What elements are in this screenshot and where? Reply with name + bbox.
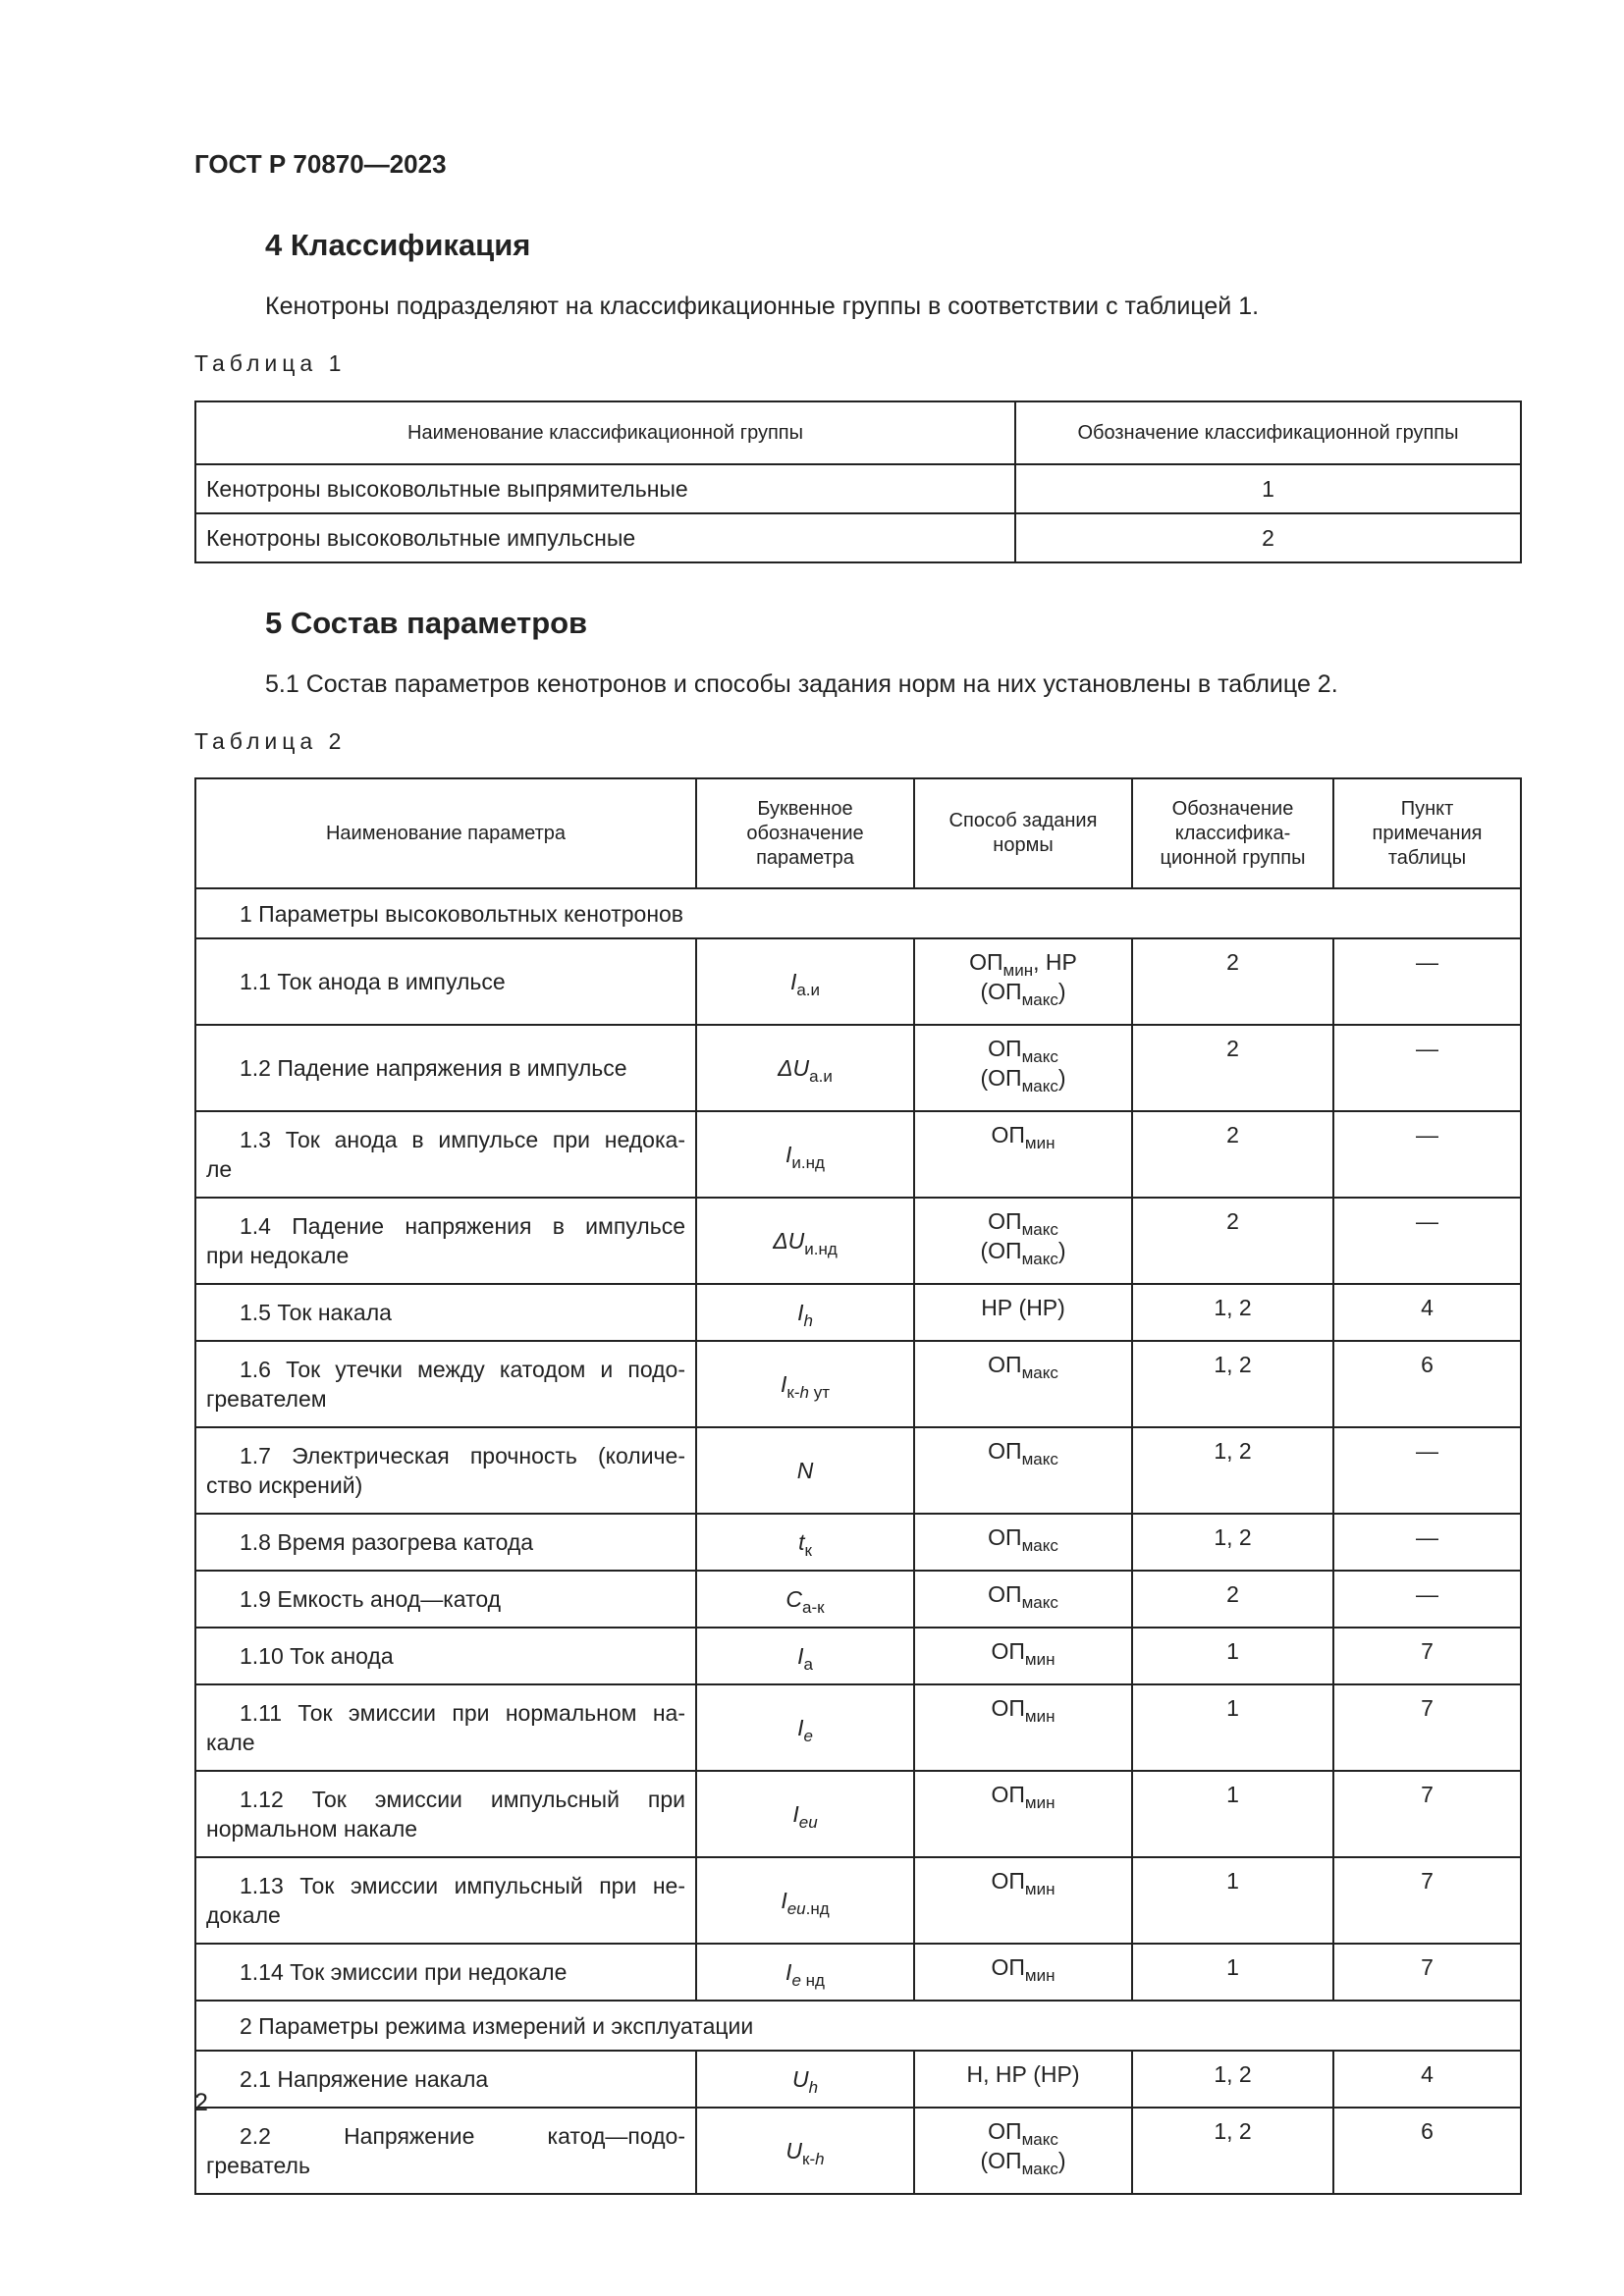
norm-method <box>914 1771 1132 1857</box>
table-note-ref: 7 <box>1333 1771 1521 1857</box>
norm-method <box>914 1514 1132 1571</box>
table-row <box>195 1111 1521 1198</box>
norm-method <box>914 1427 1132 1514</box>
subscript: и.нд <box>791 1153 825 1172</box>
method-line <box>925 1436 1121 1466</box>
text-segment: I <box>797 1643 804 1669</box>
parameter-symbol <box>696 1571 914 1628</box>
header-cell: Обозначение классифика-ционной группы <box>1132 778 1333 888</box>
classification-group: 2 <box>1132 938 1333 1025</box>
subscript: мин <box>1024 1134 1056 1152</box>
parameter-name <box>195 2051 696 2108</box>
subscript: макс <box>1021 1363 1058 1382</box>
section-4-text: Кенотроны подразделяют на классификационные группы в соответствии с таблицей 1. <box>265 293 1260 320</box>
name-line: 1.14 Ток эмиссии при недокале <box>240 1959 568 1985</box>
text-segment: ОП <box>988 1208 1022 1234</box>
text-segment: I <box>797 1715 804 1740</box>
text-segment: (ОП <box>980 1065 1022 1091</box>
text-segment: НР (НР) <box>981 1295 1065 1320</box>
norm-method <box>914 1857 1132 1944</box>
table-row <box>195 938 1521 1025</box>
table-note-ref: — <box>1333 938 1521 1025</box>
parameter-name <box>195 1025 696 1111</box>
norm-method <box>914 1571 1132 1628</box>
text-segment: ΔU <box>778 1055 810 1081</box>
method-line <box>925 947 1121 980</box>
table-row <box>195 1025 1521 1111</box>
name-line: греватель <box>206 2153 310 2178</box>
table-note-ref: 7 <box>1333 1684 1521 1771</box>
classification-group: 2 <box>1132 1025 1333 1111</box>
text-segment: ОП <box>969 949 1003 975</box>
classification-group: 1 <box>1132 1857 1333 1944</box>
name-line: ство искрений) <box>206 1472 363 1498</box>
table-note-ref: — <box>1333 1198 1521 1284</box>
method-line <box>925 2146 1121 2178</box>
parameter-symbol <box>696 1341 914 1427</box>
table-row <box>195 2051 1521 2108</box>
table-note-ref: 7 <box>1333 1628 1521 1684</box>
header-cell: Наименование параметра <box>195 778 696 888</box>
name-line: 1.13 Ток эмиссии импульсный при не- <box>240 1873 685 1898</box>
name-line: 1.4 Падение напряжения в импульсе <box>240 1213 685 1239</box>
table-note-ref: — <box>1333 1111 1521 1198</box>
table-note-ref: 6 <box>1333 1341 1521 1427</box>
name-line: при недокале <box>206 1243 350 1268</box>
text-segment: (ОП <box>980 1238 1022 1263</box>
classification-group: 1, 2 <box>1132 2051 1333 2108</box>
table-1 <box>194 400 1522 563</box>
text-segment: t <box>798 1529 805 1555</box>
method-line <box>925 1693 1121 1726</box>
parameter-symbol <box>696 1284 914 1341</box>
norm-method <box>914 1628 1132 1684</box>
name-line: 1.11 Ток эмиссии при нормальном на- <box>240 1700 685 1726</box>
parameter-name <box>195 1284 696 1341</box>
text-segment: ОП <box>988 2118 1022 2144</box>
header-cell: Обозначение классификационной группы <box>1015 401 1521 464</box>
parameter-symbol <box>696 2108 914 2194</box>
text-segment: ОП <box>991 1782 1025 1807</box>
subscript: мин <box>1024 1966 1056 1985</box>
table-row <box>195 1427 1521 1514</box>
classification-group: 1, 2 <box>1132 1427 1333 1514</box>
table-row <box>195 1341 1521 1427</box>
parameter-symbol <box>696 1628 914 1684</box>
name-line: 1.5 Ток накала <box>240 1300 392 1325</box>
table-row <box>195 2108 1521 2194</box>
norm-method <box>914 1944 1132 2001</box>
norm-method <box>914 2051 1132 2108</box>
table-note-ref: — <box>1333 1571 1521 1628</box>
classification-group: 1 <box>1132 1771 1333 1857</box>
method-line <box>925 1522 1121 1555</box>
group-heading: 1 Параметры высоковольтных кенотронов <box>195 888 1521 938</box>
text-segment: ОП <box>988 1581 1022 1607</box>
subscript: мин <box>1024 1707 1056 1726</box>
parameter-name <box>195 1684 696 1771</box>
parameter-symbol <box>696 2051 914 2108</box>
subscript: макс <box>1021 1220 1058 1239</box>
text-segment: ОП <box>988 1524 1022 1550</box>
name-line: 2.1 Напряжение накала <box>240 2066 489 2092</box>
section-5-title: 5 Состав параметров <box>265 606 588 640</box>
text-segment: (ОП <box>980 979 1022 1004</box>
subscript: а.и <box>796 981 821 999</box>
subscript: макс <box>1021 1536 1058 1555</box>
table-2 <box>194 777 1522 2195</box>
name-line: 1.7 Электрическая прочность (количе- <box>240 1443 685 1468</box>
parameter-symbol <box>696 1025 914 1111</box>
parameter-name <box>195 1944 696 2001</box>
norm-method <box>914 1111 1132 1198</box>
parameter-name <box>195 1514 696 1571</box>
parameter-symbol <box>696 1514 914 1571</box>
table-row <box>195 464 1521 513</box>
classification-group: 1 <box>1132 1684 1333 1771</box>
subscript: h <box>808 2078 819 2097</box>
header-cell: Способ задания нормы <box>914 778 1132 888</box>
name-line: гревателем <box>206 1386 327 1412</box>
classification-group: 2 <box>1132 1198 1333 1284</box>
name-line: 1.1 Ток анода в импульсе <box>240 969 506 994</box>
text-segment: I <box>785 1142 792 1167</box>
norm-method <box>914 938 1132 1025</box>
section-5-text: 5.1 Состав параметров кенотронов и способы задания норм на них установлены в таблице 2. <box>265 670 1338 698</box>
classification-group: 1, 2 <box>1132 1284 1333 1341</box>
table-note-ref: 7 <box>1333 1857 1521 1944</box>
text-segment: ) <box>1057 1065 1066 1091</box>
parameter-name <box>195 1571 696 1628</box>
table-note-ref: 4 <box>1333 2051 1521 2108</box>
classification-group: 1, 2 <box>1132 1514 1333 1571</box>
parameter-name <box>195 938 696 1025</box>
group-name: Кенотроны высоковольтные импульсные <box>195 513 1015 562</box>
name-line: 1.6 Ток утечки между катодом и подо- <box>240 1357 685 1382</box>
method-line <box>925 2116 1121 2149</box>
parameter-symbol <box>696 1944 914 2001</box>
classification-group: 1 <box>1132 1944 1333 2001</box>
text-segment: I <box>785 1959 792 1985</box>
subscript: h <box>803 1311 813 1330</box>
name-line: кале <box>206 1730 255 1755</box>
subscript: e <box>803 1727 813 1745</box>
table-row <box>195 1684 1521 1771</box>
subscript: eи <box>798 1813 818 1832</box>
subscript: мин <box>1024 1880 1056 1898</box>
method-line <box>925 1120 1121 1152</box>
subscript: макс <box>1021 990 1058 1009</box>
name-line: ле <box>206 1156 233 1182</box>
subscript: нд <box>800 1971 825 1990</box>
subscript: eи <box>786 1899 806 1918</box>
name-line: 1.8 Время разогрева катода <box>240 1529 534 1555</box>
method-line <box>925 1236 1121 1268</box>
table-row <box>195 1771 1521 1857</box>
norm-method <box>914 1198 1132 1284</box>
table-note-ref: 7 <box>1333 1944 1521 2001</box>
table-note-ref: — <box>1333 1427 1521 1514</box>
text-segment: I <box>781 1371 787 1397</box>
parameter-symbol <box>696 1684 914 1771</box>
subscript: .нд <box>805 1899 830 1918</box>
text-segment: U <box>785 2138 803 2163</box>
name-line: докале <box>206 1902 281 1928</box>
text-segment: , НР <box>1033 949 1077 975</box>
text-segment: I <box>797 1300 804 1325</box>
group-id: 1 <box>1015 464 1521 513</box>
table-2-caption: Таблица 2 <box>194 728 347 754</box>
subscript: к- <box>786 1383 800 1402</box>
subscript: макс <box>1021 2160 1058 2178</box>
classification-group: 2 <box>1132 1111 1333 1198</box>
text-segment: U <box>791 2066 809 2092</box>
table-row <box>195 888 1521 938</box>
subscript: а <box>803 1655 813 1674</box>
group-id: 2 <box>1015 513 1521 562</box>
text-segment: ) <box>1057 1238 1066 1263</box>
name-line: 1.3 Ток анода в импульсе при недока- <box>240 1127 685 1152</box>
table-1-caption: Таблица 1 <box>194 350 347 376</box>
subscript: e <box>791 1971 801 1990</box>
text-segment: (ОП <box>980 2148 1022 2173</box>
parameter-symbol <box>696 1427 914 1514</box>
text-segment: ОП <box>991 1954 1025 1980</box>
table-header-row <box>195 778 1521 888</box>
text-segment: ОП <box>988 1036 1022 1061</box>
subscript: и.нд <box>804 1240 838 1258</box>
parameter-name <box>195 1111 696 1198</box>
text-segment: ΔU <box>773 1228 805 1254</box>
name-line: 1.12 Ток эмиссии импульсный при <box>240 1787 685 1812</box>
method-line <box>925 1780 1121 1812</box>
table-note-ref: — <box>1333 1025 1521 1111</box>
subscript: а-к <box>802 1598 825 1617</box>
table-row <box>195 1857 1521 1944</box>
method-line <box>925 1206 1121 1239</box>
method-line <box>925 1063 1121 1093</box>
subscript: ут <box>808 1383 830 1402</box>
subscript: макс <box>1021 1047 1058 1066</box>
table-row <box>195 1198 1521 1284</box>
subscript: макс <box>1021 1593 1058 1612</box>
method-line <box>925 1866 1121 1896</box>
classification-group: 2 <box>1132 1571 1333 1628</box>
header-cell: Наименование классификационной группы <box>195 401 1015 464</box>
method-line <box>925 1034 1121 1066</box>
parameter-symbol <box>696 1771 914 1857</box>
subscript: к <box>804 1541 812 1560</box>
norm-method <box>914 1341 1132 1427</box>
text-segment: ОП <box>991 1868 1025 1894</box>
text-segment: C <box>785 1586 803 1612</box>
text-segment: ОП <box>991 1695 1025 1721</box>
table-header-row <box>195 401 1521 464</box>
subscript: макс <box>1021 1450 1058 1468</box>
subscript: мин <box>1024 1793 1056 1812</box>
parameter-symbol <box>696 938 914 1025</box>
group-heading: 2 Параметры режима измерений и эксплуатации <box>195 2001 1521 2051</box>
name-line: 1.9 Емкость анод—катод <box>240 1586 502 1612</box>
text-segment: ) <box>1057 2148 1066 2173</box>
parameter-name <box>195 2108 696 2194</box>
parameter-name <box>195 1857 696 1944</box>
table-row <box>195 1571 1521 1628</box>
section-4-title: 4 Классификация <box>265 228 531 262</box>
norm-method <box>914 1025 1132 1111</box>
subscript: h <box>799 1383 809 1402</box>
text-segment: I <box>781 1888 787 1913</box>
classification-group: 1, 2 <box>1132 1341 1333 1427</box>
subscript: макс <box>1021 1250 1058 1268</box>
method-line <box>925 977 1121 1009</box>
norm-method <box>914 2108 1132 2194</box>
parameter-name <box>195 1628 696 1684</box>
table-note-ref: 6 <box>1333 2108 1521 2194</box>
subscript: мин <box>1002 961 1034 980</box>
table-row <box>195 1628 1521 1684</box>
text-segment: I <box>789 969 797 994</box>
parameter-symbol <box>696 1111 914 1198</box>
norm-method <box>914 1684 1132 1771</box>
parameter-name <box>195 1198 696 1284</box>
table-row <box>195 513 1521 562</box>
parameter-symbol <box>696 1857 914 1944</box>
subscript: к- <box>802 2150 816 2168</box>
text-segment: ОП <box>991 1122 1025 1148</box>
classification-group: 1 <box>1132 1628 1333 1684</box>
method-line <box>925 1579 1121 1612</box>
page-number: 2 <box>194 2089 208 2116</box>
table-row <box>195 1514 1521 1571</box>
parameter-name <box>195 1341 696 1427</box>
subscript: мин <box>1024 1650 1056 1669</box>
subscript: а.и <box>809 1067 833 1086</box>
parameter-name <box>195 1427 696 1514</box>
method-line <box>925 1952 1121 1985</box>
method-line <box>925 1350 1121 1382</box>
name-line: нормальном накале <box>206 1816 418 1842</box>
table-row <box>195 1284 1521 1341</box>
group-name: Кенотроны высоковольтные выпрямительные <box>195 464 1015 513</box>
name-line: 1.2 Падение напряжения в импульсе <box>240 1055 627 1081</box>
text-segment: ОП <box>988 1352 1022 1377</box>
text-segment: Н, НР (НР) <box>966 2061 1080 2087</box>
table-row <box>195 2001 1521 2051</box>
name-line: 2.2 Напряжение катод—подо- <box>240 2123 685 2149</box>
classification-group: 1, 2 <box>1132 2108 1333 2194</box>
text-segment: ) <box>1057 979 1066 1004</box>
method-line <box>925 1293 1121 1322</box>
parameter-name <box>195 1771 696 1857</box>
header-cell: Пункт примечания таблицы <box>1333 778 1521 888</box>
table-row <box>195 1944 1521 2001</box>
norm-method <box>914 1284 1132 1341</box>
method-line <box>925 1636 1121 1669</box>
method-line <box>925 2059 1121 2089</box>
text-segment: ОП <box>988 1438 1022 1464</box>
text-segment: N <box>796 1458 814 1483</box>
subscript: h <box>815 2150 825 2168</box>
text-segment: ОП <box>991 1638 1025 1664</box>
document-code: ГОСТ Р 70870—2023 <box>194 149 447 179</box>
subscript: макс <box>1021 2130 1058 2149</box>
text-segment: I <box>792 1801 799 1827</box>
header-cell: Буквенное обозначение параметра <box>696 778 914 888</box>
name-line: 1.10 Ток анода <box>240 1643 394 1669</box>
parameter-symbol <box>696 1198 914 1284</box>
table-note-ref: — <box>1333 1514 1521 1571</box>
subscript: макс <box>1021 1077 1058 1095</box>
table-note-ref: 4 <box>1333 1284 1521 1341</box>
